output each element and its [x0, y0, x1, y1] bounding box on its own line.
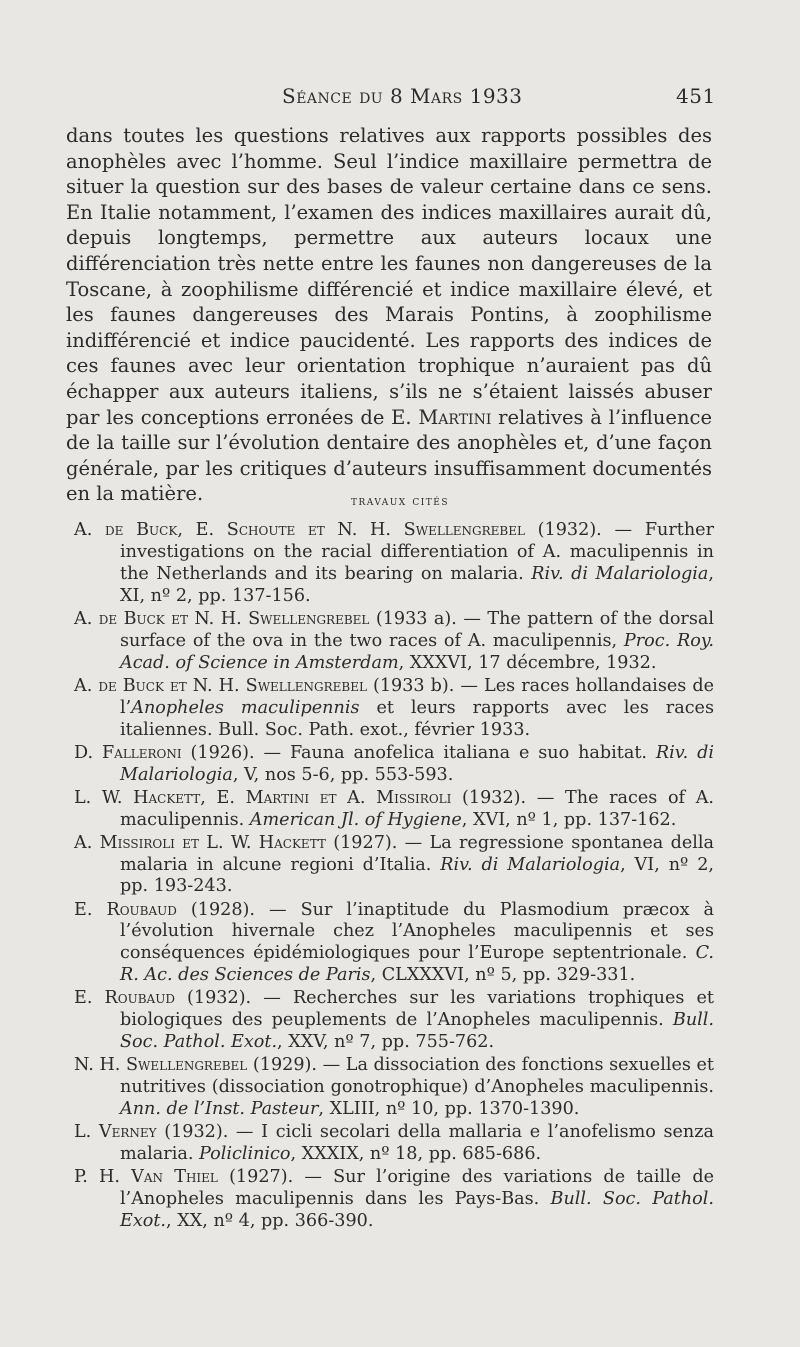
reference-journal: Bull. Soc. Pathol. Exot. — [120, 1189, 714, 1231]
reference-item — [74, 988, 714, 1054]
reference-authors: D. Falleroni — [74, 742, 182, 763]
reference-item — [74, 676, 714, 742]
reference-text: (1932). — Recherches sur les variations trophiques et biologiques des peuplements de l’Anopheles maculipennis. — [120, 988, 714, 1031]
reference-tail: , XLIII, nº 10, pp. 1370-1390. — [318, 1099, 580, 1120]
reference-item — [74, 900, 714, 988]
reference-item — [74, 520, 714, 608]
reference-authors: A. de Buck et N. H. Swellengrebel — [74, 608, 370, 629]
reference-journal: Anopheles maculipennis — [131, 697, 360, 718]
reference-journal: Riv. di Malariologia — [120, 742, 714, 785]
reference-authors: A. de Buck, E. Schoute et N. H. Swellengrebel — [74, 520, 525, 540]
reference-text: (1929). — La dissociation des fonctions sexuelles et nutritives (dissociation gonotrophique) d’Anopheles maculipennis. — [120, 1055, 714, 1098]
reference-tail: , XVI, nº 1, pp. 137-162. — [461, 809, 677, 830]
reference-journal: C. R. Ac. des Sciences de Paris — [120, 943, 714, 986]
page-header — [0, 80, 800, 114]
reference-journal: Riv. di Malariologia — [531, 563, 709, 584]
reference-tail: , VI, nº 2, pp. 193-243. — [120, 854, 714, 897]
page-number: 451 — [676, 84, 716, 108]
reference-text: (1933 b). — Les races hollandaises de l’ — [120, 675, 714, 718]
reference-text: (1928). — Sur l’inaptitude du Plasmodium præcox à l’évolution hivernale chez l’Anopheles maculipennis et ses conséquences épidémiologiques pour l’Europe septentrionale. — [120, 899, 714, 964]
reference-item — [74, 833, 714, 899]
reference-item — [74, 1167, 714, 1233]
reference-tail: , XX, nº 4, pp. 366-390. — [166, 1210, 374, 1231]
reference-journal: Proc. Roy. Acad. of Science in Amsterdam — [120, 630, 714, 673]
reference-authors: A. Missiroli et L. W. Hackett — [74, 832, 326, 853]
reference-item — [74, 1122, 714, 1166]
reference-item — [74, 743, 714, 787]
reference-tail: , XXXIX, nº 18, pp. 685-686. — [290, 1144, 542, 1165]
reference-journal: Policlinico — [199, 1144, 291, 1165]
reference-tail: , CLXXXVI, nº 5, pp. 329-331. — [370, 965, 636, 986]
reference-authors: E. Roubaud — [74, 899, 177, 920]
reference-text: (1927). — Sur l’origine des variations de taille de l’Anopheles maculipennis dans les Pays-Bas. — [120, 1167, 714, 1210]
body-text-end: relatives à l’influence de la taille sur l’évolution dentaire des anophèles et, d’une façon générale, par les critiques d’auteurs insuffisamment documentés en la matière. — [66, 405, 712, 506]
reference-authors: P. H. Van Thiel — [74, 1167, 218, 1188]
reference-tail: et leurs rapports avec les races italiennes. Bull. Soc. Path. exot., février 1933. — [120, 697, 714, 740]
reference-tail: , XI, nº 2, pp. 137-156. — [120, 563, 714, 606]
reference-authors: L. Verney — [74, 1122, 157, 1143]
reference-authors: E. Roubaud — [74, 988, 175, 1009]
reference-tail: , XXV, nº 7, pp. 755-762. — [277, 1032, 495, 1053]
reference-journal: American Jl. of Hygiene — [249, 809, 462, 830]
reference-text: (1932). — I cicli secolari della mallaria e l’anofelismo senza malaria. — [120, 1122, 714, 1165]
reference-text: (1933 a). — The pattern of the dorsal surface of the ova in the two races of A. maculipennis, — [120, 608, 714, 651]
reference-journal: Ann. de l’Inst. Pasteur — [120, 1099, 319, 1120]
body-text-start: dans toutes les questions relatives aux rapports possibles des anophèles avec l’homme. Seul l’indice maxillaire permettra de situer la question sur des bases de valeur certaine dans ce sens. En Italie notamment, l’examen des indices maxillaires aurait dû, depuis longtemps, permettre aux auteurs locaux une différenciation très nette entre les faunes non dangereuses de la Toscane, à zoophilisme différencié et indice maxillaire élevé, et les faunes dangereuses des Marais Pontins, à zoophilisme indifférencié et indice paucidenté. Les rapports des indices de ces faunes avec leur orientation trophique n’auraient pas dû échapper aux auteurs italiens, s’ils ne s’étaient laissés abuser par les conceptions erronées de E. — [66, 124, 712, 429]
reference-text: (1926). — Fauna anofelica italiana e suo habitat. — [181, 742, 656, 763]
reference-authors: A. de Buck et N. H. Swellengrebel — [74, 675, 367, 696]
reference-journal: Bull. Soc. Pathol. Exot. — [120, 1010, 714, 1053]
reference-journal: Riv. di Malariologia — [440, 854, 621, 875]
reference-authors: L. W. Hackett, E. Martini et A. Missiroli — [74, 787, 452, 808]
reference-item — [74, 609, 714, 675]
section-title: travaux cités — [350, 494, 450, 509]
reference-text: (1927). — La regressione spontanea della malaria in alcune regioni d’Italia. — [120, 832, 714, 875]
reference-item — [74, 1055, 714, 1121]
reference-text: (1932). — Further investigations on the racial differentiation of A. maculipennis in the Netherlands and its bearing on malaria. — [120, 520, 714, 584]
reference-text: (1932). — The races of A. maculipennis. — [120, 787, 714, 830]
reference-tail: , XXXVI, 17 décembre, 1932. — [398, 652, 657, 673]
body-paragraph — [66, 123, 712, 507]
reference-authors: N. H. Swellengrebel — [74, 1055, 248, 1076]
running-title: Séance du 8 Mars 1933 — [282, 84, 523, 108]
reference-item — [74, 788, 714, 832]
reference-tail: , V, nos 5-6, pp. 553-593. — [232, 764, 454, 785]
reference-list — [74, 520, 714, 1234]
author-name-martini: Martini — [418, 405, 492, 429]
